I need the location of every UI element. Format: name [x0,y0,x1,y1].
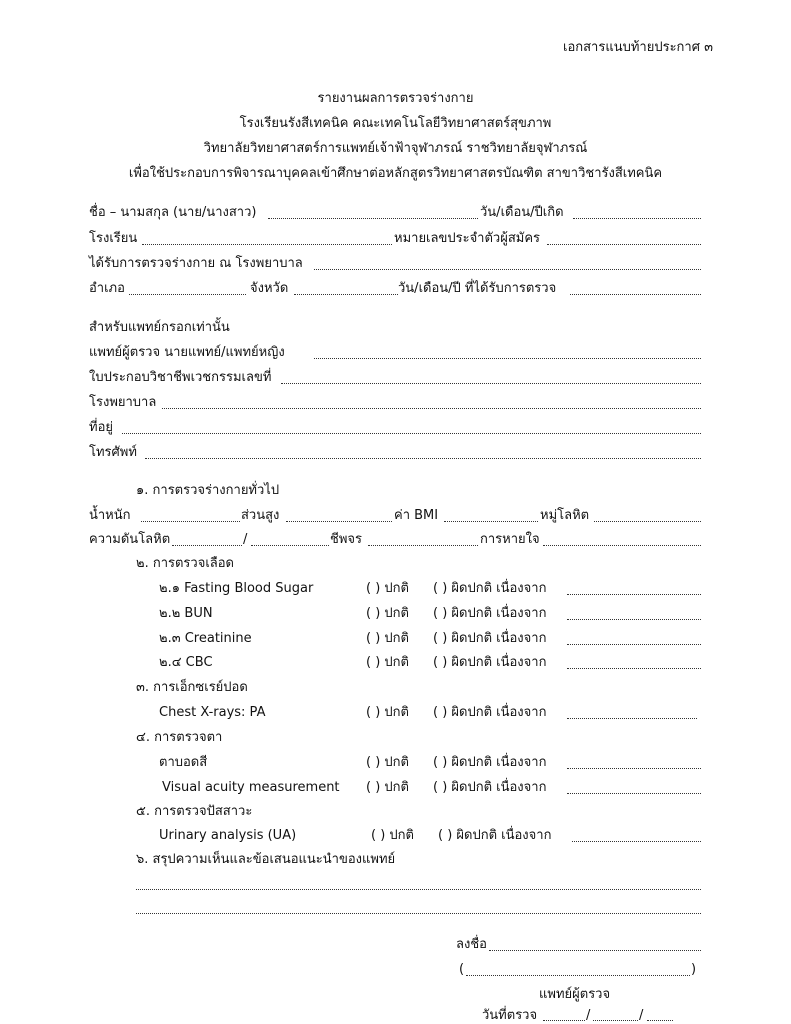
abnormal-reason-field[interactable] [567,768,701,769]
examiner-role: แพทย์ผู้ตรวจ [539,987,611,1002]
abnormal-checkbox[interactable]: ( ) ผิดปกติ เนื่องจาก [433,655,547,670]
blood-test-heading: ๒. การตรวจเลือด [136,556,234,571]
header-line-4: เพื่อใช้ประกอบการพิจารณาบุคคลเข้าศึกษาต่อหลักสูตรวิทยาศาสตรบัณฑิต สาขาวิชารังสีเทคนิค [128,166,663,181]
exam-hospital-field[interactable] [314,269,701,270]
urine-exam-heading: ๕. การตรวจปัสสาวะ [136,804,253,819]
license-field[interactable] [281,383,701,384]
eye-exam-item: Visual acuity measurement [162,780,340,795]
doctor-hospital-label: โรงพยาบาล [89,395,157,410]
printed-name-field[interactable] [466,975,690,976]
normal-checkbox[interactable]: ( ) ปกติ [366,755,409,770]
urine-exam-item: Urinary analysis (UA) [159,828,297,843]
exam-date-label: วัน/เดือน/ปี ที่ได้รับการตรวจ [398,281,557,296]
abnormal-checkbox[interactable]: ( ) ผิดปกติ เนื่องจาก [433,780,547,795]
bmi-field[interactable] [444,521,538,522]
normal-checkbox[interactable]: ( ) ปกติ [366,631,409,646]
pulse-field[interactable] [368,545,478,546]
summary-line[interactable] [136,913,701,914]
abnormal-checkbox[interactable]: ( ) ผิดปกติ เนื่องจาก [433,581,547,596]
abnormal-checkbox[interactable]: ( ) ผิดปกติ เนื่องจาก [433,755,547,770]
abnormal-checkbox[interactable]: ( ) ผิดปกติ เนื่องจาก [433,606,547,621]
date-slash: / [586,1008,591,1023]
normal-checkbox[interactable]: ( ) ปกติ [366,606,409,621]
blood-test-item: ๒.๔ CBC [159,655,213,670]
abnormal-reason-field[interactable] [567,668,701,669]
address-label: ที่อยู่ [89,420,113,435]
dob-field[interactable] [573,218,701,219]
normal-checkbox[interactable]: ( ) ปกติ [371,828,414,843]
bp-label: ความดันโลหิต [89,532,171,547]
bp-systolic-field[interactable] [172,545,242,546]
blood-test-item: ๒.๑ Fasting Blood Sugar [159,581,314,596]
phone-label: โทรศัพท์ [89,445,137,460]
doctor-section-heading: สำหรับแพทย์กรอกเท่านั้น [89,320,230,335]
normal-checkbox[interactable]: ( ) ปกติ [366,581,409,596]
phone-field[interactable] [145,458,701,459]
date-day-field[interactable] [543,1020,585,1021]
general-exam-heading: ๑. การตรวจร่างกายทั่วไป [136,483,280,498]
respiration-field[interactable] [543,545,701,546]
normal-checkbox[interactable]: ( ) ปกติ [366,705,409,720]
weight-field[interactable] [141,521,240,522]
blood-group-label: หมู่โลหิต [540,508,590,523]
abnormal-checkbox[interactable]: ( ) ผิดปกติ เนื่องจาก [433,631,547,646]
normal-checkbox[interactable]: ( ) ปกติ [366,780,409,795]
examiner-label: แพทย์ผู้ตรวจ นายแพทย์/แพทย์หญิง [89,345,285,360]
province-field[interactable] [294,294,398,295]
abnormal-reason-field[interactable] [567,793,701,794]
school-field[interactable] [142,244,392,245]
normal-checkbox[interactable]: ( ) ปกติ [366,655,409,670]
abnormal-reason-field[interactable] [567,718,697,719]
eye-exam-heading: ๔. การตรวจตา [136,730,223,745]
exam-hospital-label: ได้รับการตรวจร่างกาย ณ โรงพยาบาล [89,256,303,271]
appno-label: หมายเลขประจำตัวผู้สมัคร [394,231,541,246]
abnormal-checkbox[interactable]: ( ) ผิดปกติ เนื่องจาก [433,705,547,720]
abnormal-reason-field[interactable] [567,644,701,645]
eye-exam-item: ตาบอดสี [159,755,208,770]
license-label: ใบประกอบวิชาชีพเวชกรรมเลขที่ [89,370,272,385]
summary-heading: ๖. สรุปความเห็นและข้อเสนอแนะนำของแพทย์ [136,852,396,867]
district-label: อำเภอ [89,281,125,296]
date-year-field[interactable] [647,1020,673,1021]
abnormal-checkbox[interactable]: ( ) ผิดปกติ เนื่องจาก [438,828,552,843]
abnormal-reason-field[interactable] [567,619,701,620]
name-label: ชื่อ – นามสกุล (นาย/นางสาว) [89,205,257,220]
blood-group-field[interactable] [594,521,701,522]
blood-test-item: ๒.๓ Creatinine [159,631,252,646]
bmi-label: ค่า BMI [394,508,439,523]
header-line-2: โรงเรียนรังสีเทคนิค คณะเทคโนโลยีวิทยาศาสตร์สุขภาพ [239,116,552,131]
height-field[interactable] [286,521,392,522]
dob-label: วัน/เดือน/ปีเกิด [480,205,564,220]
date-month-field[interactable] [593,1020,638,1021]
xray-heading: ๓. การเอ็กซเรย์ปอด [136,680,248,695]
exam-date-field[interactable] [570,294,701,295]
doctor-hospital-field[interactable] [162,408,701,409]
blood-test-item: ๒.๒ BUN [159,606,213,621]
date-slash: / [639,1008,644,1023]
header-line-3: วิทยาลัยวิทยาศาสตร์การแพทย์เจ้าฟ้าจุฬาภรณ์ ราชวิทยาลัยจุฬาภรณ์ [203,141,588,156]
respiration-label: การหายใจ [480,532,540,547]
height-label: ส่วนสูง [241,508,280,523]
examiner-field[interactable] [314,358,701,359]
school-label: โรงเรียน [89,231,138,246]
annex-label: เอกสารแนบท้ายประกาศ ๓ [563,40,714,55]
summary-line[interactable] [136,889,701,890]
bp-slash: / [243,532,248,547]
appno-field[interactable] [547,244,701,245]
name-paren-open: ( [459,962,465,977]
name-field[interactable] [268,218,478,219]
exam-date-sign-label: วันที่ตรวจ [482,1008,538,1023]
abnormal-reason-field[interactable] [567,594,701,595]
address-field[interactable] [122,433,701,434]
district-field[interactable] [129,294,246,295]
pulse-label: ชีพจร [330,532,362,547]
signature-field[interactable] [489,950,701,951]
sign-label: ลงชื่อ [456,937,487,952]
form-title: รายงานผลการตรวจร่างกาย [317,91,474,106]
abnormal-reason-field[interactable] [572,841,701,842]
province-label: จังหวัด [250,281,289,296]
bp-diastolic-field[interactable] [251,545,329,546]
name-paren-close: ) [691,962,697,977]
weight-label: น้ำหนัก [89,508,131,523]
xray-item: Chest X-rays: PA [159,705,266,720]
